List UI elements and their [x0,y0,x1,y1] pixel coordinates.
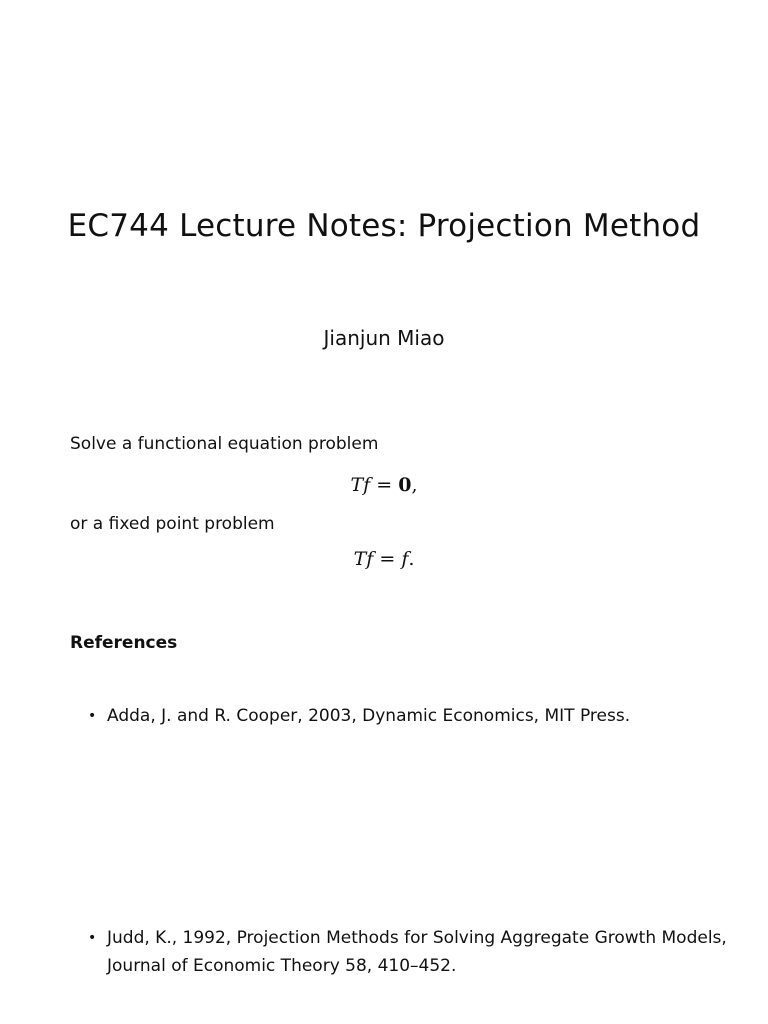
equation-equals-sign: = [376,474,393,496]
equation-function-symbol: f [363,474,371,496]
references-heading: References [70,633,178,653]
equation-fixed-point [0,548,768,570]
reference-text: Adda, J. and R. Cooper, 2003, Dynamic Economics, MIT Press. [107,706,631,726]
equation-operator-symbol: T [353,548,367,570]
bullet-icon: • [88,930,97,946]
reference-text: Judd, K., 1992, Projection Methods for Solving Aggregate Growth Models, Journal of Economic Theory 58, 410–452. [107,928,727,976]
equation-operator-symbol: T [350,474,364,496]
equation-punctuation: . [408,548,415,570]
reference-item [88,702,728,730]
equation-function-symbol: f [366,548,374,570]
author-name: Jianjun Miao [323,326,445,350]
bullet-icon: • [88,708,97,724]
equation-equals-sign: = [379,548,396,570]
equation-punctuation: , [411,474,418,496]
intro-text: Solve a functional equation problem [70,434,379,454]
fixed-point-intro-text: or a fixed point problem [70,514,275,534]
equation-zero: 0 [398,474,412,496]
equation-functional [0,474,768,496]
page-title: EC744 Lecture Notes: Projection Method [67,208,701,244]
reference-item [88,924,728,980]
equation-function-symbol-rhs: f [401,548,409,570]
